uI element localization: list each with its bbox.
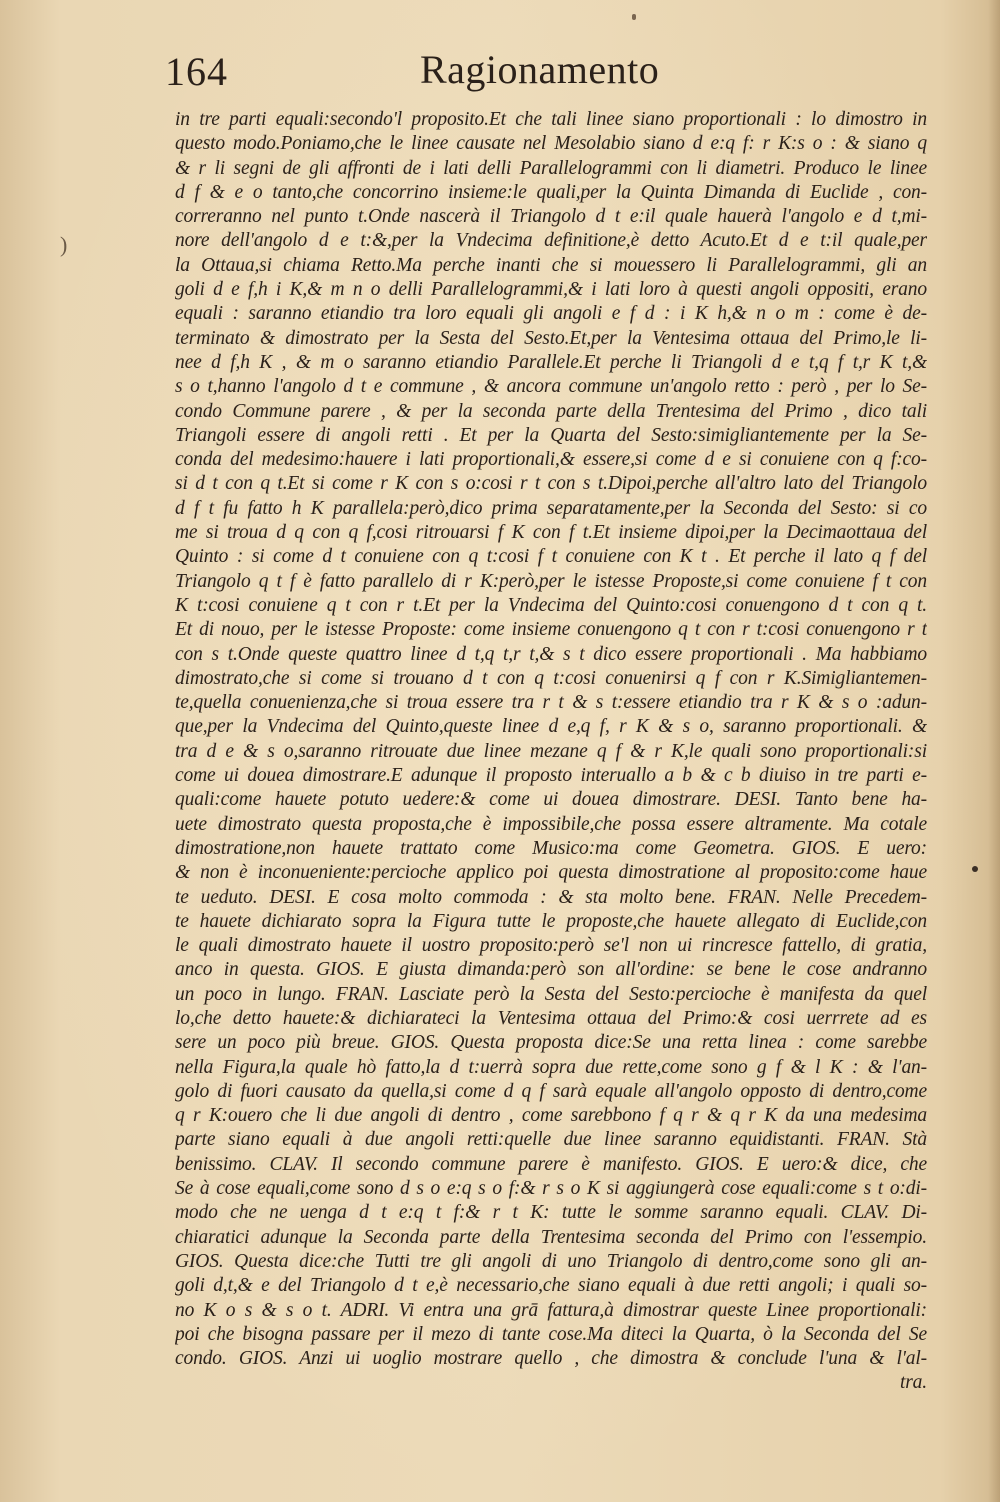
text-line: me si troua d q con q f,cosi ritrouarsi f K con f t.Et insieme dipoi,per la Decimaottaua del	[175, 522, 927, 544]
text-line: questo modo.Poniamo,che le linee causate nel Mesolabio siano d e:q f: r K:s o : & siano q	[175, 133, 927, 155]
text-line: si d t con q t.Et si come r K con s o:cosi r t con s t.Dipoi,perche all'altro lato del Triangolo	[175, 473, 927, 495]
text-line: come ui douea dimostrare.E adunque il proposto interuallo a b & c b diuiso in tre parti e-	[175, 765, 927, 787]
text-line: s o t,hanno l'angolo d t e commune , & ancora commune un'angolo retto : però , per lo Se-	[175, 376, 927, 398]
text-line: nore dell'angolo d e t:&,per la Vndecima definitione,è detto Acuto.Et d e t:il quale,per	[175, 230, 927, 252]
page-edge-shadow	[988, 0, 1000, 1502]
text-line: chiaratici adunque la Seconda parte della Trentesima seconda del Primo con l'essempio.	[175, 1226, 927, 1248]
text-line: equali : saranno etiandio tra loro equali gli angoli e f d : i K h,& n o m : come è de-	[175, 303, 927, 325]
text-line: dimostratione,non hauete trattato come Musico:ma come Geometra. GIOS. E uero:	[175, 837, 927, 859]
text-line: parte siano equali à due angoli retti:quelle due linee saranno equidistanti. FRAN. Stà	[175, 1129, 927, 1151]
text-line: q r K:ouero che li due angoli di dentro , come sarebbono f q r & q r K da una medesima	[175, 1105, 927, 1127]
text-line: Et di nouo, per le istesse Proposte: come insieme conuengono q t con r t:cosi conuengono r t	[175, 619, 927, 641]
text-line: te,quella conuenienza,che si troua essere tra r t & s t:essere etiandio tra r K & s o :adun-	[175, 692, 927, 714]
text-line: goli d e f,h i K,& m n o delli Parallelogrammi,& i lati loro à questi angoli oppositi, erano	[175, 279, 927, 301]
text-line: tra d e & s o,saranno ritrouate due linee mezane q f & r K,le quali sono proportionali:si	[175, 740, 927, 762]
text-line: lo,che detto hauete:& dichiarateci la Ventesima ottaua del Primo:& cosi uerrrete ad es	[175, 1007, 927, 1029]
text-line: uete dimostrato questa proposta,che è impossibile,che possa essere altramente. Ma cotale	[175, 813, 927, 835]
text-line: Triangolo q t f è fatto parallelo di r K:però,per le istesse Proposte,si come conuiene f t con	[175, 570, 927, 592]
text-line: condo. GIOS. Anzi ui uoglio mostrare quello , che dimostra & conclude l'una & l'al-	[175, 1348, 927, 1370]
page-number: 164	[165, 49, 228, 94]
running-title: Ragionamento	[420, 47, 660, 92]
text-line: K t:cosi conuiene q t con r t.Et per la Vndecima del Quinto:cosi conuengono d t con q t.	[175, 594, 927, 616]
text-line: te ueduto. DESI. E cosa molto commoda : & sta molto bene. FRAN. Nelle Precedem-	[175, 886, 927, 908]
text-line: goli d,t,& e del Triangolo d t e,è necessario,che siano equali à due retti angoli; i quali so-	[175, 1275, 927, 1297]
text-line: Triangoli essere di angoli retti . Et per la Quarta del Sesto:simigliantemente per la Se-	[175, 424, 927, 446]
text-line: correranno nel punto t.Onde nascerà il Triangolo d t e:il quale hauerà l'angolo e d t,mi-	[175, 206, 927, 228]
ink-speck	[632, 14, 636, 20]
page-header	[165, 42, 675, 102]
text-line: terminato & dimostrato per la Sesta del Sesto.Et,per la Ventesima ottaua del Primo,le li-	[175, 327, 927, 349]
text-line: con s t.Onde queste quattro linee d t,q t,r t,& s t dico essere proportionali . Ma habbiamo	[175, 643, 927, 665]
text-line: & non è inconueniente:percioche applico poi questa dimostratione al proposito:come haue	[175, 862, 927, 884]
text-line: modo che ne uenga d t e:q t f:& r t K: tutte le somme saranno equali. CLAV. Di-	[175, 1202, 927, 1224]
text-line: no K o s & s o t. ADRI. Vi entra una grā fattura,à dimostrar queste Linee proportionali:	[175, 1299, 927, 1321]
text-line: d f t fu fatto h K parallela:però,dico prima separatamente,per la Seconda del Sesto: si co	[175, 497, 927, 519]
text-line: in tre parti equali:secondo'l proposito.Et che tali linee siano proportionali : lo dimostro in	[175, 109, 927, 130]
text-line: Quinto : si come d t conuiene con q t:cosi f t conuiene con K t . Et perche il lato q f del	[175, 546, 927, 568]
text-line: golo di fuori causato da quella,si come d q f sarà equale all'angolo opposto di dentro,come	[175, 1080, 927, 1102]
ink-dot	[972, 866, 978, 872]
text-line: poi che bisogna passare per il mezo di tante cose.Ma diteci la Quarta, ò la Seconda del Se	[175, 1323, 927, 1345]
text-line: & r li segni de gli affronti de i lati delli Parallelogrammi con li diametri. Produco le linee	[175, 157, 927, 179]
body-text	[175, 108, 927, 1398]
margin-mark: )	[60, 232, 68, 257]
text-line: GIOS. Questa dice:che Tutti tre gli angoli di uno Triangolo di dentro,come sono gli an-	[175, 1250, 927, 1272]
text-line: anco in questa. GIOS. E giusta dimanda:però son all'ordine: se bene le cose andranno	[175, 959, 927, 981]
text-line: dimostrato,che si come si trouano d t con q t:cosi conuenirsi q f con r K.Simigliantemen-	[175, 667, 927, 689]
text-line: que,per la Vndecima del Quinto,queste linee d e,q f, r K & s o, saranno proportionali. &	[175, 716, 927, 738]
text-line: un poco in lungo. FRAN. Lasciate però la Sesta del Sesto:percioche è manifesta da quel	[175, 983, 927, 1005]
text-line: nee d f,h K , & m o saranno etiandio Parallele.Et perche li Triangoli d e t,q f t,r K t,&	[175, 351, 927, 373]
text-line: le quali dimostrato hauete il uostro proposito:però se'l non ui rincresce fattello, di gratia,	[175, 935, 927, 957]
text-line: condo Commune parere , & per la seconda parte della Trentesima del Primo , dico tali	[175, 400, 927, 422]
text-line: benissimo. CLAV. Il secondo commune parere è manifesto. GIOS. E uero:& dice, che	[175, 1153, 927, 1175]
text-line: conda del medesimo:hauere i lati proportionali,& essere,si come d e si conuiene con q f:co-	[175, 449, 927, 471]
text-line: tra.	[899, 1372, 927, 1394]
text-line: quali:come hauete potuto uedere:& come ui douea dimostrare. DESI. Tanto bene ha-	[175, 789, 927, 811]
text-line: nella Figura,la quale hò fatto,la d t:uerrà sopra due rette,come sono g f & l K : & l'an-	[175, 1056, 927, 1078]
text-line: te hauete dichiarato sopra la Figura tutte le proposte,che hauete allegato di Euclide,con	[175, 910, 927, 932]
text-line: d f & e o tanto,che concorrino insieme:le quali,per la Quinta Dimanda di Euclide , con-	[175, 181, 927, 203]
text-line: la Ottaua,si chiama Retto.Ma perche inanti che si mouessero li Parallelogrammi, gli an	[175, 254, 927, 276]
text-line: sere un poco più breue. GIOS. Questa proposta dice:Se una retta linea : come sarebbe	[175, 1032, 927, 1054]
text-line: Se à cose equali,come sono d s o e:q s o f:& r s o K si aggiungerà cose equali:come s t o:di-	[175, 1178, 927, 1200]
